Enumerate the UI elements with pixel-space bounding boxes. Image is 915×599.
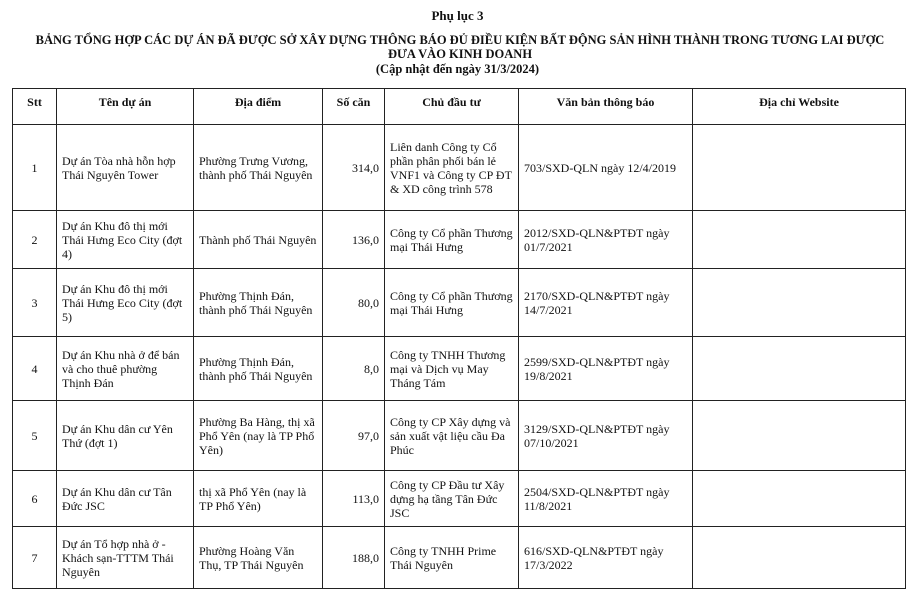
cell-stt: 7 [13, 527, 57, 589]
cell-location: Phường Trưng Vương, thành phố Thái Nguyên [194, 125, 323, 211]
cell-project-name: Dự án Tổ hợp nhà ở - Khách sạn-TTTM Thái Nguyên [57, 527, 194, 589]
cell-website [693, 125, 906, 211]
cell-notice: 2504/SXD-QLN&PTĐT ngày 11/8/2021 [519, 471, 693, 527]
cell-website [693, 401, 906, 471]
cell-website [693, 471, 906, 527]
projects-table [12, 88, 906, 589]
col-header-notice: Văn bản thông báo [519, 89, 693, 125]
cell-notice: 2012/SXD-QLN&PTĐT ngày 01/7/2021 [519, 211, 693, 269]
document-title: BẢNG TỔNG HỢP CÁC DỰ ÁN ĐÃ ĐƯỢC SỞ XÂY DỰNG THÔNG BÁO ĐỦ ĐIỀU KIỆN BẤT ĐỘNG SẢN HÌNH THÀNH TRONG TƯƠNG LAI ĐƯỢC ĐƯA VÀO KINH DOANH [35, 33, 885, 61]
cell-project-name: Dự án Khu dân cư Tân Đức JSC [57, 471, 194, 527]
col-header-website: Địa chỉ Website [693, 89, 906, 125]
cell-stt: 1 [13, 125, 57, 211]
cell-website [693, 337, 906, 401]
col-header-units: Số căn [323, 89, 385, 125]
cell-stt: 2 [13, 211, 57, 269]
update-date: (Cập nhật đến ngày 31/3/2024) [375, 62, 540, 76]
cell-website [693, 269, 906, 337]
cell-stt: 6 [13, 471, 57, 527]
cell-units: 97,0 [323, 401, 385, 471]
cell-project-name: Dự án Khu dân cư Yên Thứ (đợt 1) [57, 401, 194, 471]
cell-units: 136,0 [323, 211, 385, 269]
table-row [13, 269, 906, 337]
cell-investor: Công ty CP Đầu tư Xây dựng hạ tầng Tân Đức JSC [385, 471, 519, 527]
cell-website [693, 211, 906, 269]
cell-units: 113,0 [323, 471, 385, 527]
cell-location: Phường Ba Hàng, thị xã Phổ Yên (nay là TP Phổ Yên) [194, 401, 323, 471]
cell-notice: 616/SXD-QLN&PTĐT ngày 17/3/2022 [519, 527, 693, 589]
cell-investor: Công ty TNHH Thương mại và Dịch vụ May Tháng Tám [385, 337, 519, 401]
col-header-location: Địa điểm [194, 89, 323, 125]
cell-units: 188,0 [323, 527, 385, 589]
cell-location: Phường Hoàng Văn Thụ, TP Thái Nguyên [194, 527, 323, 589]
cell-project-name: Dự án Khu đô thị mới Thái Hưng Eco City (đợt 5) [57, 269, 194, 337]
cell-website [693, 527, 906, 589]
cell-notice: 703/SXD-QLN ngày 12/4/2019 [519, 125, 693, 211]
table-row [13, 471, 906, 527]
cell-units: 314,0 [323, 125, 385, 211]
cell-project-name: Dự án Khu đô thị mới Thái Hưng Eco City (đợt 4) [57, 211, 194, 269]
cell-location: thị xã Phổ Yên (nay là TP Phổ Yên) [194, 471, 323, 527]
cell-stt: 5 [13, 401, 57, 471]
cell-investor: Liên danh Công ty Cổ phần phân phối bán lẻ VNF1 và Công ty CP ĐT & XD công trình 578 [385, 125, 519, 211]
table-row [13, 211, 906, 269]
cell-location: Thành phố Thái Nguyên [194, 211, 323, 269]
cell-notice: 3129/SXD-QLN&PTĐT ngày 07/10/2021 [519, 401, 693, 471]
table-row [13, 527, 906, 589]
cell-notice: 2170/SXD-QLN&PTĐT ngày 14/7/2021 [519, 269, 693, 337]
cell-project-name: Dự án Tòa nhà hỗn hợp Thái Nguyên Tower [57, 125, 194, 211]
table-row [13, 125, 906, 211]
cell-stt: 3 [13, 269, 57, 337]
cell-investor: Công ty TNHH Prime Thái Nguyên [385, 527, 519, 589]
table-header-row [13, 89, 906, 125]
table-row [13, 401, 906, 471]
cell-investor: Công ty Cổ phần Thương mại Thái Hưng [385, 211, 519, 269]
cell-location: Phường Thịnh Đán, thành phố Thái Nguyên [194, 269, 323, 337]
cell-units: 8,0 [323, 337, 385, 401]
cell-location: Phường Thịnh Đán, thành phố Thái Nguyên [194, 337, 323, 401]
cell-stt: 4 [13, 337, 57, 401]
cell-investor: Công ty Cổ phần Thương mại Thái Hưng [385, 269, 519, 337]
cell-project-name: Dự án Khu nhà ở để bán và cho thuê phường Thịnh Đán [57, 337, 194, 401]
col-header-investor: Chủ đầu tư [385, 89, 519, 125]
cell-units: 80,0 [323, 269, 385, 337]
col-header-project-name: Tên dự án [57, 89, 194, 125]
table-row [13, 337, 906, 401]
cell-notice: 2599/SXD-QLN&PTĐT ngày 19/8/2021 [519, 337, 693, 401]
appendix-label: Phụ lục 3 [431, 8, 484, 23]
cell-investor: Công ty CP Xây dựng và sản xuất vật liệu cầu Đa Phúc [385, 401, 519, 471]
col-header-stt: Stt [13, 89, 57, 125]
